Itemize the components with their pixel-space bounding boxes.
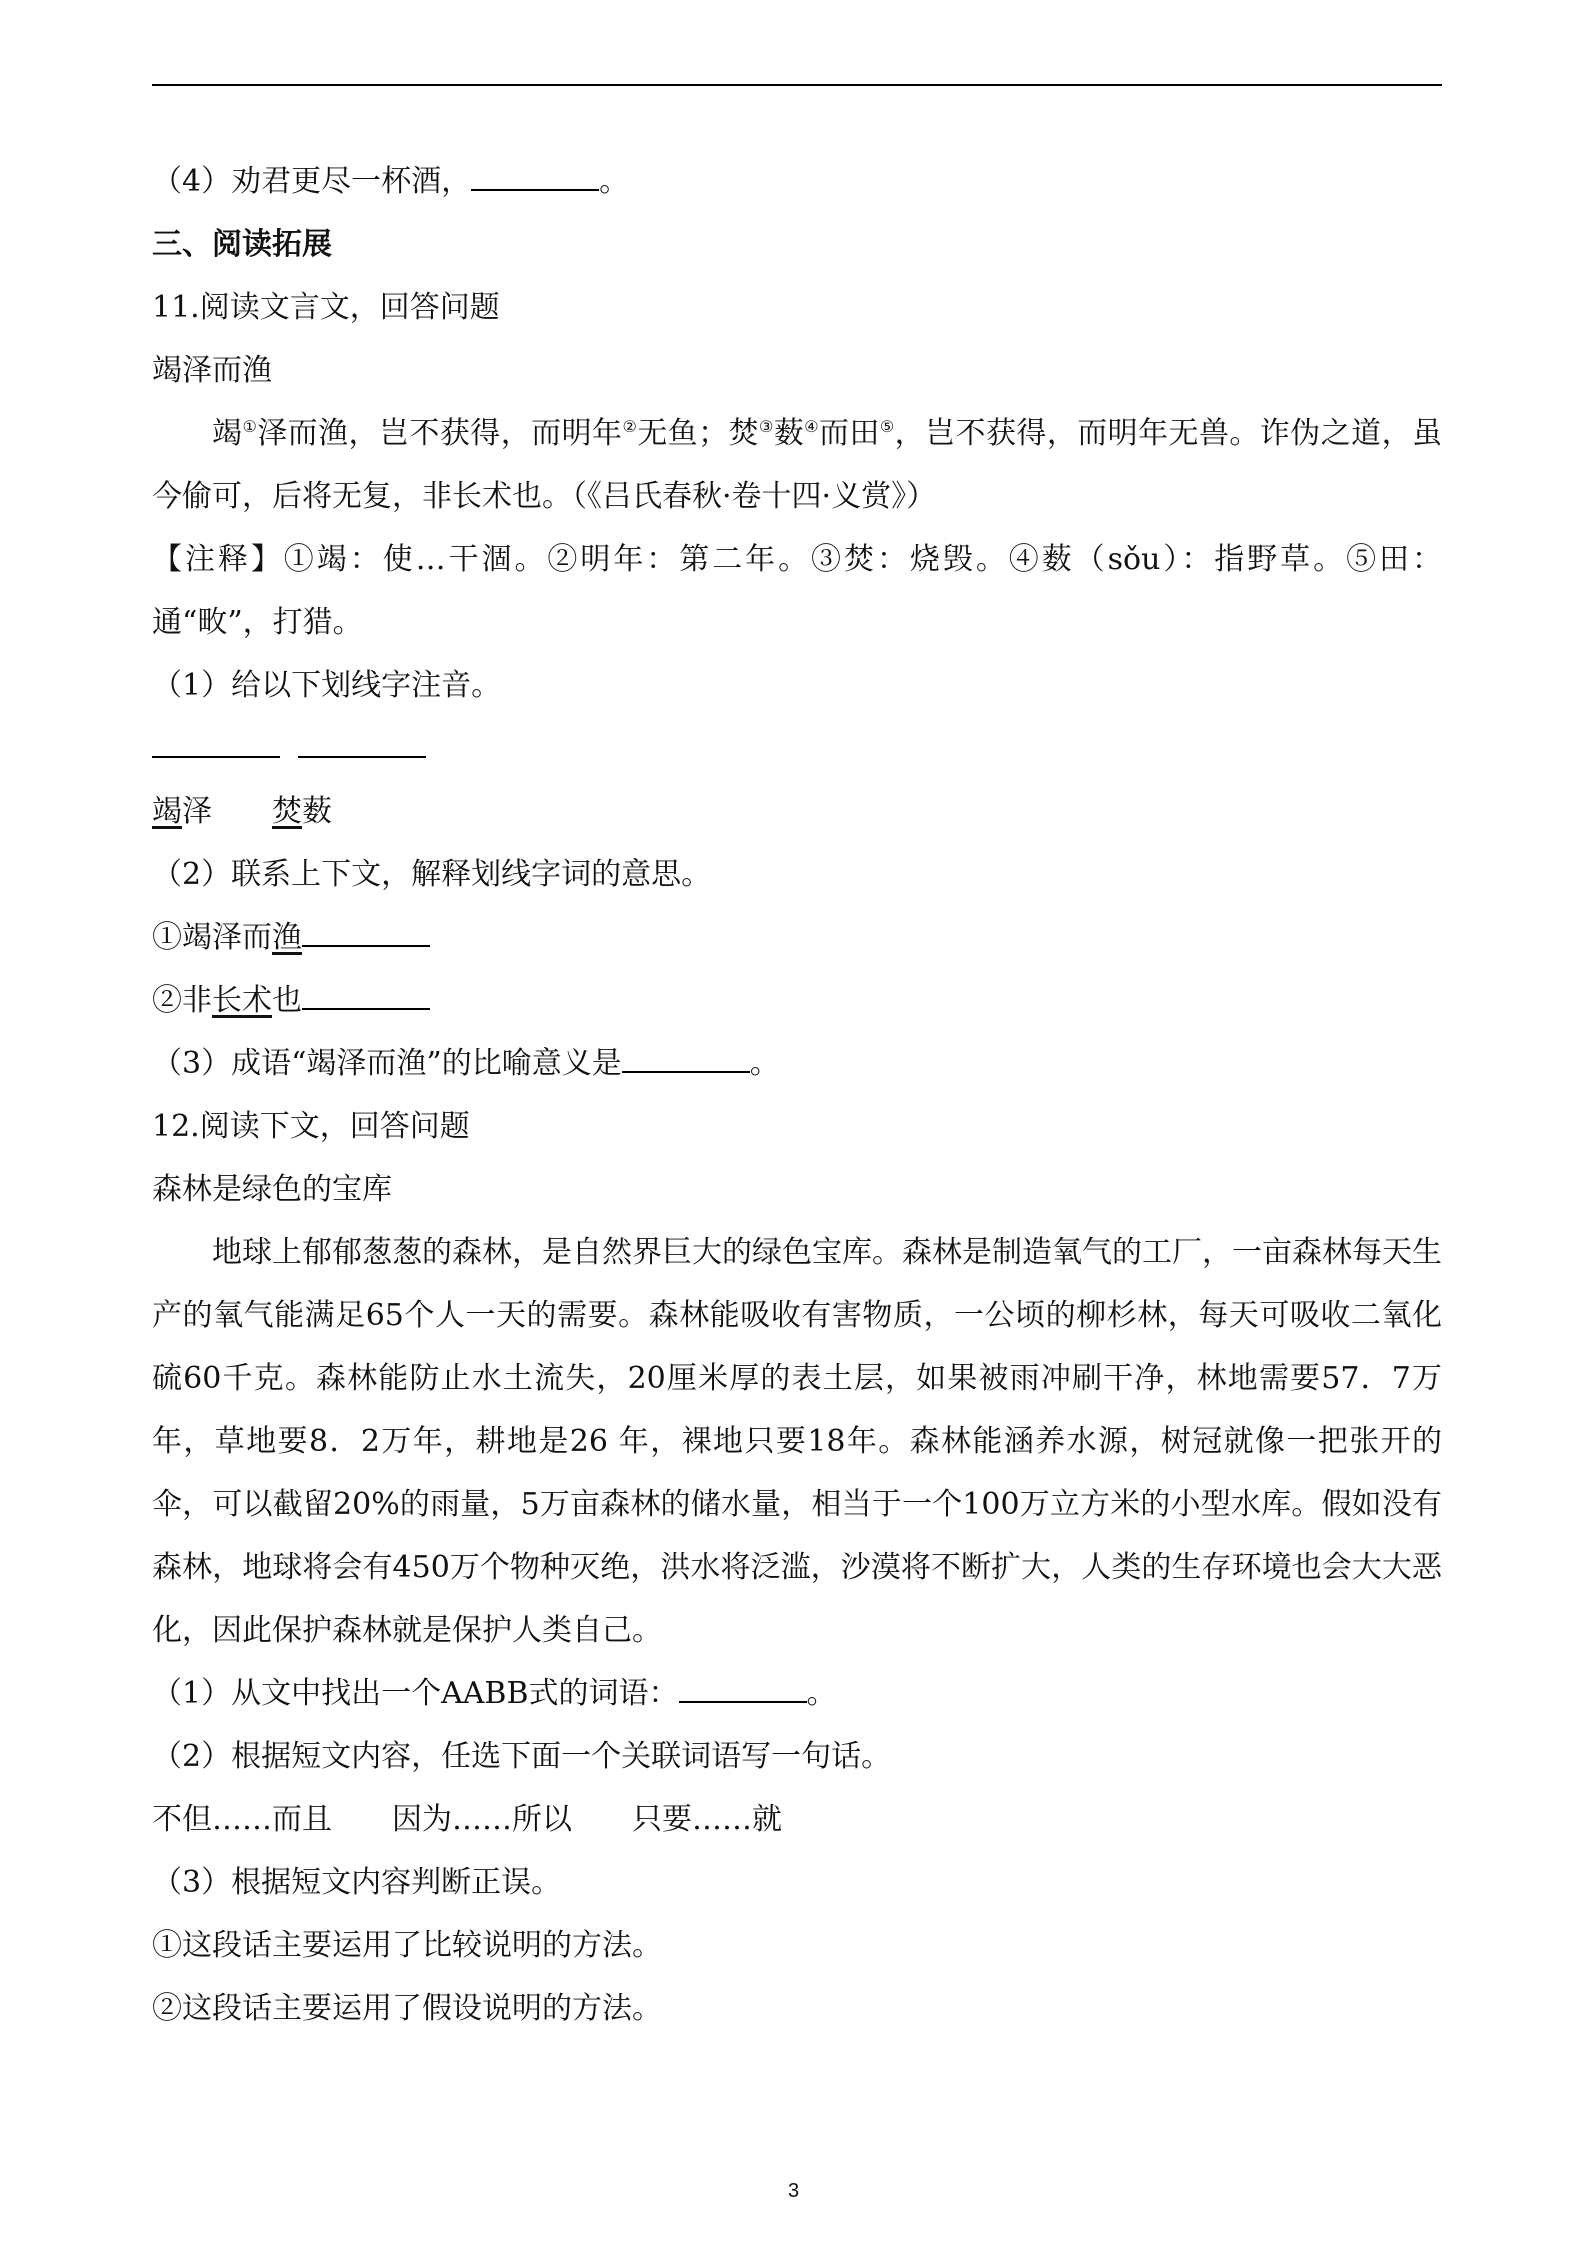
answer-blank[interactable] <box>679 1675 807 1703</box>
pinyin-blank-2[interactable] <box>298 730 426 758</box>
q12-judge-2: ②这段话主要运用了假设说明的方法。 <box>152 1991 662 2026</box>
word-rest-1: 泽 <box>182 794 212 829</box>
answer-blank[interactable] <box>302 919 430 947</box>
q10-item4-text: （4）劝君更尽一杯酒， <box>152 164 472 199</box>
q11-sub2-item1: ①竭泽而渔 <box>152 906 1442 969</box>
pinyin-blanks-row <box>152 717 1442 780</box>
q11-stem: 11.阅读文言文，回答问题 <box>152 290 500 325</box>
word-underlined-1: 竭 <box>152 794 182 829</box>
connectives-row <box>152 1788 1442 1851</box>
q12-stem: 12.阅读下文，回答问题 <box>152 1109 470 1144</box>
word-underlined-2: 焚 <box>272 794 302 829</box>
q11-sub1: （1）给以下划线字注音。 <box>152 668 502 703</box>
q11-notes: 【注释】①竭：使…干涸。②明年：第二年。③焚：烧毁。④薮（sǒu）：指野草。⑤田：通“畋”，打猎。 <box>152 542 1442 640</box>
q11-sub2-item2: ②非长术也 <box>152 969 1442 1032</box>
q10-item4 <box>152 150 1442 213</box>
q12-title: 森林是绿色的宝库 <box>152 1172 392 1207</box>
answer-blank[interactable] <box>622 1045 750 1073</box>
q12-sub3: （3）根据短文内容判断正误。 <box>152 1865 562 1900</box>
connective-2: 因为……所以 <box>392 1802 572 1837</box>
page-content <box>152 150 1442 2040</box>
q12-sub1: （1）从文中找出一个AABB式的词语： 。 <box>152 1676 837 1711</box>
word-rest-2: 薮 <box>302 794 332 829</box>
q11-sub2: （2）联系上下文，解释划线字词的意思。 <box>152 857 712 892</box>
answer-blank[interactable] <box>302 982 430 1010</box>
q12-judge-1: ①这段话主要运用了比较说明的方法。 <box>152 1928 662 1963</box>
q11-title: 竭泽而渔 <box>152 353 272 388</box>
header-rule <box>152 84 1442 86</box>
q12-sub2: （2）根据短文内容，任选下面一个关联词语写一句话。 <box>152 1739 892 1774</box>
q11-sub3: （3）成语“竭泽而渔”的比喻意义是 。 <box>152 1046 780 1081</box>
answer-blank[interactable] <box>471 163 599 191</box>
q11-passage: 竭①泽而渔，岂不获得，而明年②无鱼；焚③薮④而田⑤，岂不获得，而明年无兽。诈伪之道，虽今偷可，后将无复，非长术也。（《吕氏春秋·卷十四·义赏》） <box>152 416 1443 514</box>
section-title: 三、阅读拓展 <box>152 227 332 262</box>
connective-3: 只要……就 <box>632 1802 782 1837</box>
q12-passage: 地球上郁郁葱葱的森林，是自然界巨大的绿色宝库。森林是制造氧气的工厂，一亩森林每天生产的氧气能满足65个人一天的需要。森林能吸收有害物质，一公顷的柳杉林，每天可吸收二氧化硫60千克。森林能防止水土流失，20厘米厚的表土层，如果被雨冲刷干净，林地需要57．7万年，草地要8．2万年，耕地是26 年，裸地只要18年。森林能涵养水源，树冠就像一把张开的伞，可以截留20%的雨量，5万亩森林的储水量，相当于一个100万立方米的小型水库。假如没有森林，地球将会有450万个物种灭绝，洪水将泛滥，沙漠将不断扩大，人类的生存环境也会大大恶化，因此保护森林就是保护人类自己。 <box>152 1235 1442 1648</box>
connective-1: 不但……而且 <box>152 1802 332 1837</box>
pinyin-words-row <box>152 780 1442 843</box>
page-number: 3 <box>787 2180 800 2202</box>
pinyin-blank-1[interactable] <box>152 730 280 758</box>
q10-item4-suffix: 。 <box>599 164 630 199</box>
